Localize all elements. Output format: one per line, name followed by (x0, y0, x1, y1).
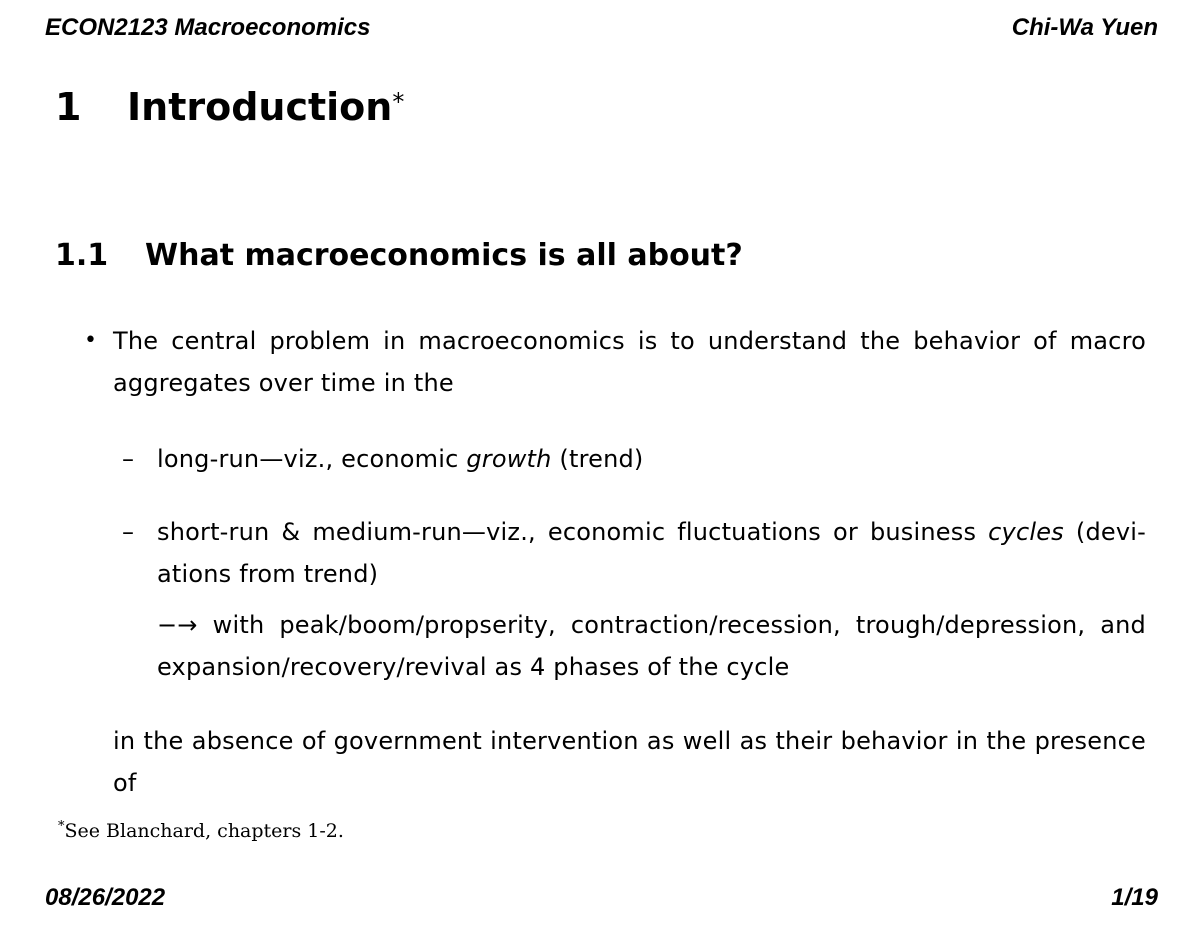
subsection-number: 1.1 (55, 238, 109, 273)
footnote-text: See Blanchard, chapters 1-2. (64, 820, 344, 842)
footer-page-number: 1/19 (1111, 884, 1158, 911)
closing-paragraph: in the absence of government intervention as well as their behavior in the presence of (113, 727, 1146, 797)
trend-text: (trend) (551, 445, 644, 473)
growth-emphasis: growth (466, 445, 552, 473)
dash-marker: – (122, 445, 134, 473)
bullet-icon: • (84, 328, 97, 353)
subsection-heading (55, 236, 743, 276)
cycle-phases-paragraph: −→ with peak/boom/propserity, contraction/recession, trough/depression, and expansion/recovery/revival as 4 phases of the cycle (157, 611, 1146, 681)
dash-marker: – (122, 518, 134, 546)
section-heading (55, 78, 404, 131)
footer-date: 08/26/2022 (45, 884, 166, 911)
footnote (58, 814, 344, 844)
intro-paragraph: The central problem in macroeconomics is to understand the behavior of macro aggregates over time in the (113, 327, 1146, 397)
list-item-long-run (157, 438, 1146, 480)
list-item-short-run (157, 511, 1146, 595)
section-footnote-marker: * (392, 88, 405, 116)
deviations-text: (devi-ations from trend) (157, 518, 1146, 588)
short-run-text: short-run & medium-run—viz., economic fluctuations or business (157, 518, 989, 546)
header-course-title: ECON2123 Macroeconomics (45, 14, 371, 41)
subsection-title: What macroeconomics is all about? (145, 238, 743, 273)
header-author: Chi-Wa Yuen (1011, 14, 1158, 41)
section-number: 1 (55, 85, 82, 129)
long-run-text: long-run—viz., economic (157, 445, 467, 473)
cycles-emphasis: cycles (988, 518, 1064, 546)
footnote-marker: * (58, 819, 65, 834)
section-title: Introduction (127, 85, 393, 129)
